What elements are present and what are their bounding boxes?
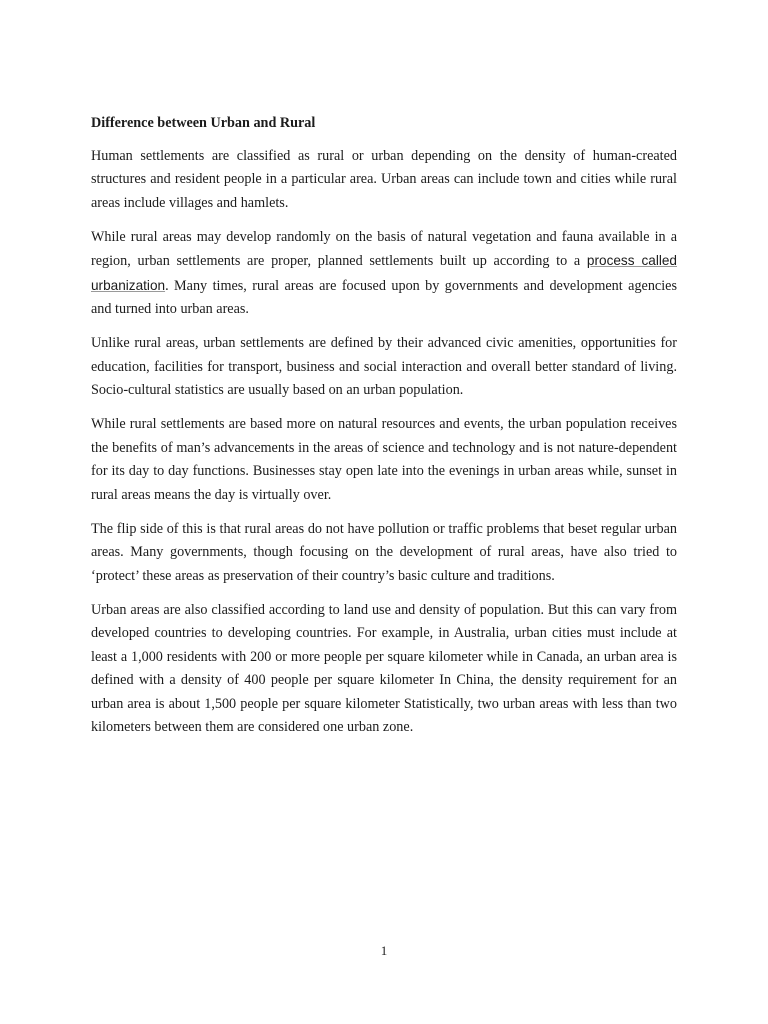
paragraph-4: While rural settlements are based more on natural resources and events, the urban population receives the benefits of man’s advancements in the areas of science and technology and is not nature-dependent for its day to day functions. Businesses stay open late into the evenings in urban areas while, sunset in rural areas means the day is virtually over.	[91, 416, 677, 503]
paragraph-2-text-after: . Many times, rural areas are focused upon by governments and development agencies and turned into urban areas.	[91, 277, 677, 317]
paragraph-1: Human settlements are classified as rural or urban depending on the density of human-created structures and resident people in a particular area. Urban areas can include town and cities while rural areas include villages and hamlets.	[91, 147, 677, 211]
paragraph-6: Urban areas are also classified according to land use and density of population. But this can vary from developed countries to developing countries. For example, in Australia, urban cities must include at least a 1,000 residents with 200 or more people per square kilometer while in Canada, an urban area is defined with a density of 400 people per square kilometer In China, the density requirement for an urban area is about 1,500 people per square kilometer Statistically, two urban areas with less than two kilometers between them are considered one urban zone.	[91, 601, 677, 735]
document-title: Difference between Urban and Rural	[91, 115, 316, 131]
paragraph-2	[91, 226, 677, 322]
paragraph-3: Unlike rural areas, urban settlements are defined by their advanced civic amenities, opportunities for education, facilities for transport, business and social interaction and overall better standard of living. Socio-cultural statistics are usually based on an urban population.	[91, 335, 677, 398]
paragraph-2-text-before: While rural areas may develop randomly on the basis of natural vegetation and fauna available in a region, urban settlements are proper, planned settlements built up according to a	[91, 228, 677, 269]
paragraph-5: The flip side of this is that rural areas do not have pollution or traffic problems that beset regular urban areas. Many governments, though focusing on the development of rural areas, have also tried to ‘protect’ these areas as preservation of their country’s basic culture and traditions.	[91, 520, 677, 584]
urbanization-link[interactable]: process called urbanization	[91, 253, 677, 293]
document-body	[91, 112, 677, 750]
page-number: 1	[380, 943, 388, 958]
